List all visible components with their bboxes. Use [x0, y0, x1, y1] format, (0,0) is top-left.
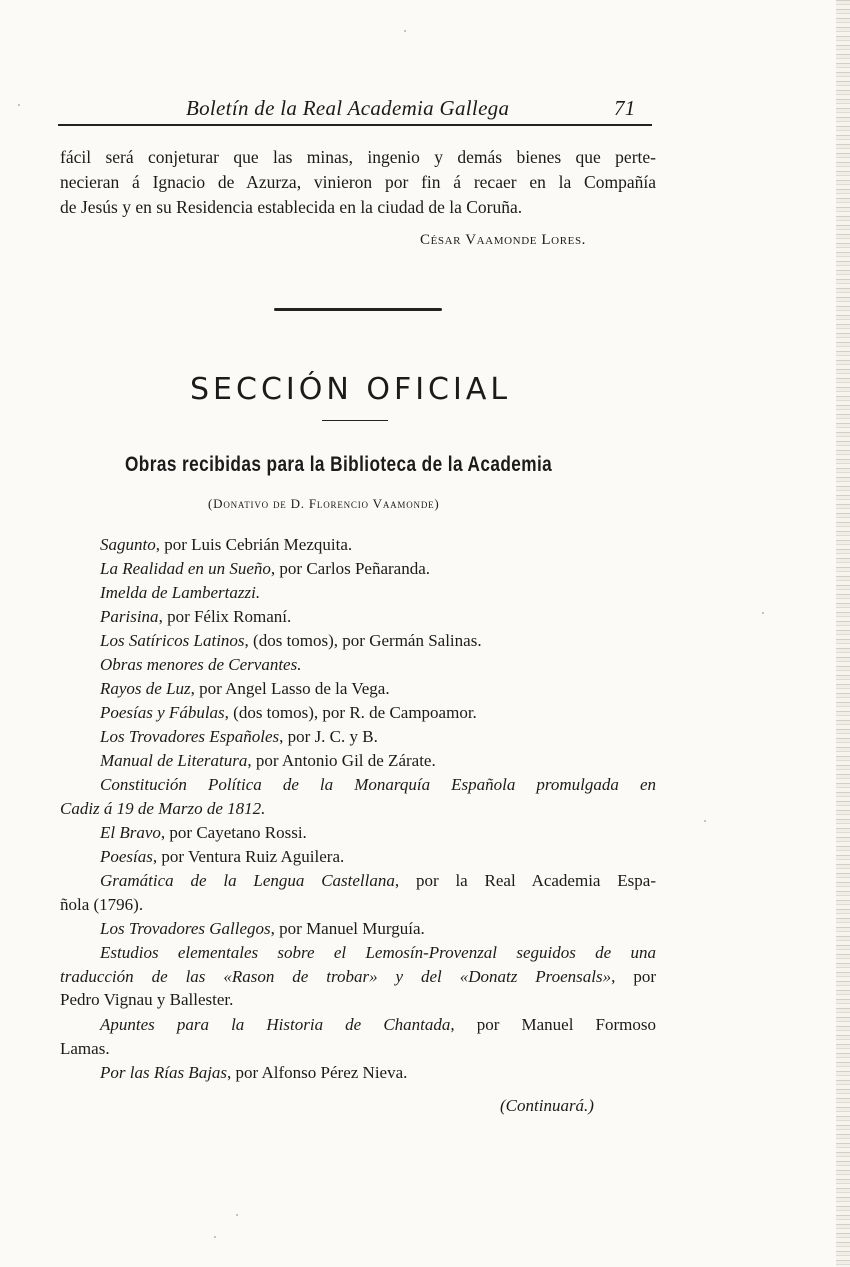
book-title: Rayos de Luz [100, 679, 191, 698]
book-entry [100, 581, 260, 605]
continued-note: (Continuará.) [500, 1096, 594, 1115]
book-title: Los Satíricos Latinos [100, 631, 245, 650]
book-title: Apuntes para la Historia de Chantada [100, 1015, 451, 1034]
book-title: Gramática de la Lengua Castellana [100, 871, 395, 890]
scan-speck [236, 1214, 238, 1216]
page-number: 71 [614, 96, 636, 120]
book-entry: Poesías, por Ventura Ruiz Aguilera. [100, 847, 345, 866]
book-title: El Bravo [100, 823, 161, 842]
page-edge [836, 0, 850, 1267]
book-entry: Poesías y Fábulas, (dos tomos), por R. de Campoamor. [100, 703, 477, 722]
book-title: Poesías [100, 847, 153, 866]
book-entry: Sagunto, por Luis Cebrián Mezquita. [100, 535, 353, 554]
entry-continued: Lamas. [60, 1038, 110, 1058]
book-entry: Estudios elementales sobre el Lemosín-Provenzal seguidos de una traducción de las «Rason de trobar» y del «Donatz Proensals», por Pedro Vignau y Ballester. [60, 941, 656, 1012]
list-heading: Obras recibidas para la Biblioteca de la Academia [125, 453, 553, 476]
book-entry: El Bravo, por Cayetano Rossi. [100, 823, 307, 842]
book-title: Constitución Política de la Monarquía Española promulgada en [100, 775, 656, 794]
book-title: Poesías y Fábulas [100, 703, 225, 722]
scan-speck [214, 1236, 216, 1238]
book-title: Obras menores de Cervantes. [100, 655, 302, 674]
book-title-continued: traducción de las «Rason de trobar» y del «Donatz Proensals» [60, 966, 612, 986]
book-title-continued: Cadiz á 19 de Marzo de 1812. [60, 798, 266, 818]
book-entry [100, 653, 301, 677]
book-entry: La Realidad en un Sueño, por Carlos Peñaranda. [100, 559, 431, 578]
book-entry: Gramática de la Lengua Castellana, por la Real Academia Espa- ñola (1796). [60, 869, 656, 916]
entry-continued: Pedro Vignau y Ballester. [60, 990, 234, 1010]
running-header-title: Boletín de la Real Academia Gallega [186, 96, 510, 120]
scan-speck [762, 612, 764, 614]
book-title: Por las Rías Bajas [100, 1063, 228, 1082]
paragraph-line: de Jesús y en su Residencia establecida en la ciudad de la Coruña. [60, 197, 523, 217]
book-title: Sagunto [100, 535, 156, 554]
book-title: La Realidad en un Sueño [100, 559, 271, 578]
book-entry: Rayos de Luz, por Angel Lasso de la Vega. [100, 679, 390, 698]
book-entry: Apuntes para la Historia de Chantada, por Manuel Formoso Lamas. [60, 1013, 656, 1060]
section-divider [274, 308, 442, 311]
book-entry: Los Trovadores Españoles, por J. C. y B. [100, 727, 378, 746]
scan-speck [404, 30, 406, 32]
donation-note: (Donativo de D. Florencio Vaamonde) [208, 496, 440, 511]
header-rule [58, 124, 652, 126]
title-underline [322, 420, 388, 421]
book-entry: Por las Rías Bajas, por Alfonso Pérez Nieva. [100, 1063, 408, 1082]
book-title: Imelda de Lambertazzi. [100, 583, 261, 602]
book-entry: Los Satíricos Latinos, (dos tomos), por Germán Salinas. [100, 631, 482, 650]
book-entry: Parisina, por Félix Romaní. [100, 607, 292, 626]
book-title: Manual de Literatura [100, 751, 248, 770]
paragraph-line: fácil será conjeturar que las minas, ingenio y demás bienes que perte- [60, 147, 656, 167]
book-title: Los Trovadores Españoles [100, 727, 280, 746]
book-title: Estudios elementales sobre el Lemosín-Provenzal seguidos de una [100, 943, 656, 962]
entry-continued: ñola (1796). [60, 894, 144, 914]
article-paragraph [60, 145, 656, 220]
author-signature: César Vaamonde Lores. [420, 232, 587, 248]
scan-speck [704, 820, 706, 822]
section-title: SECCIÓN OFICIAL [190, 372, 512, 407]
book-entry: Los Trovadores Gallegos, por Manuel Murguía. [100, 919, 425, 938]
book-entry: Manual de Literatura, por Antonio Gil de Zárate. [100, 751, 436, 770]
book-entry [60, 773, 656, 820]
book-title: Los Trovadores Gallegos [100, 919, 271, 938]
paragraph-line: necieran á Ignacio de Azurza, vinieron por fin á recaer en la Compañía [60, 172, 656, 192]
book-title: Parisina [100, 607, 159, 626]
scan-speck [18, 104, 20, 106]
